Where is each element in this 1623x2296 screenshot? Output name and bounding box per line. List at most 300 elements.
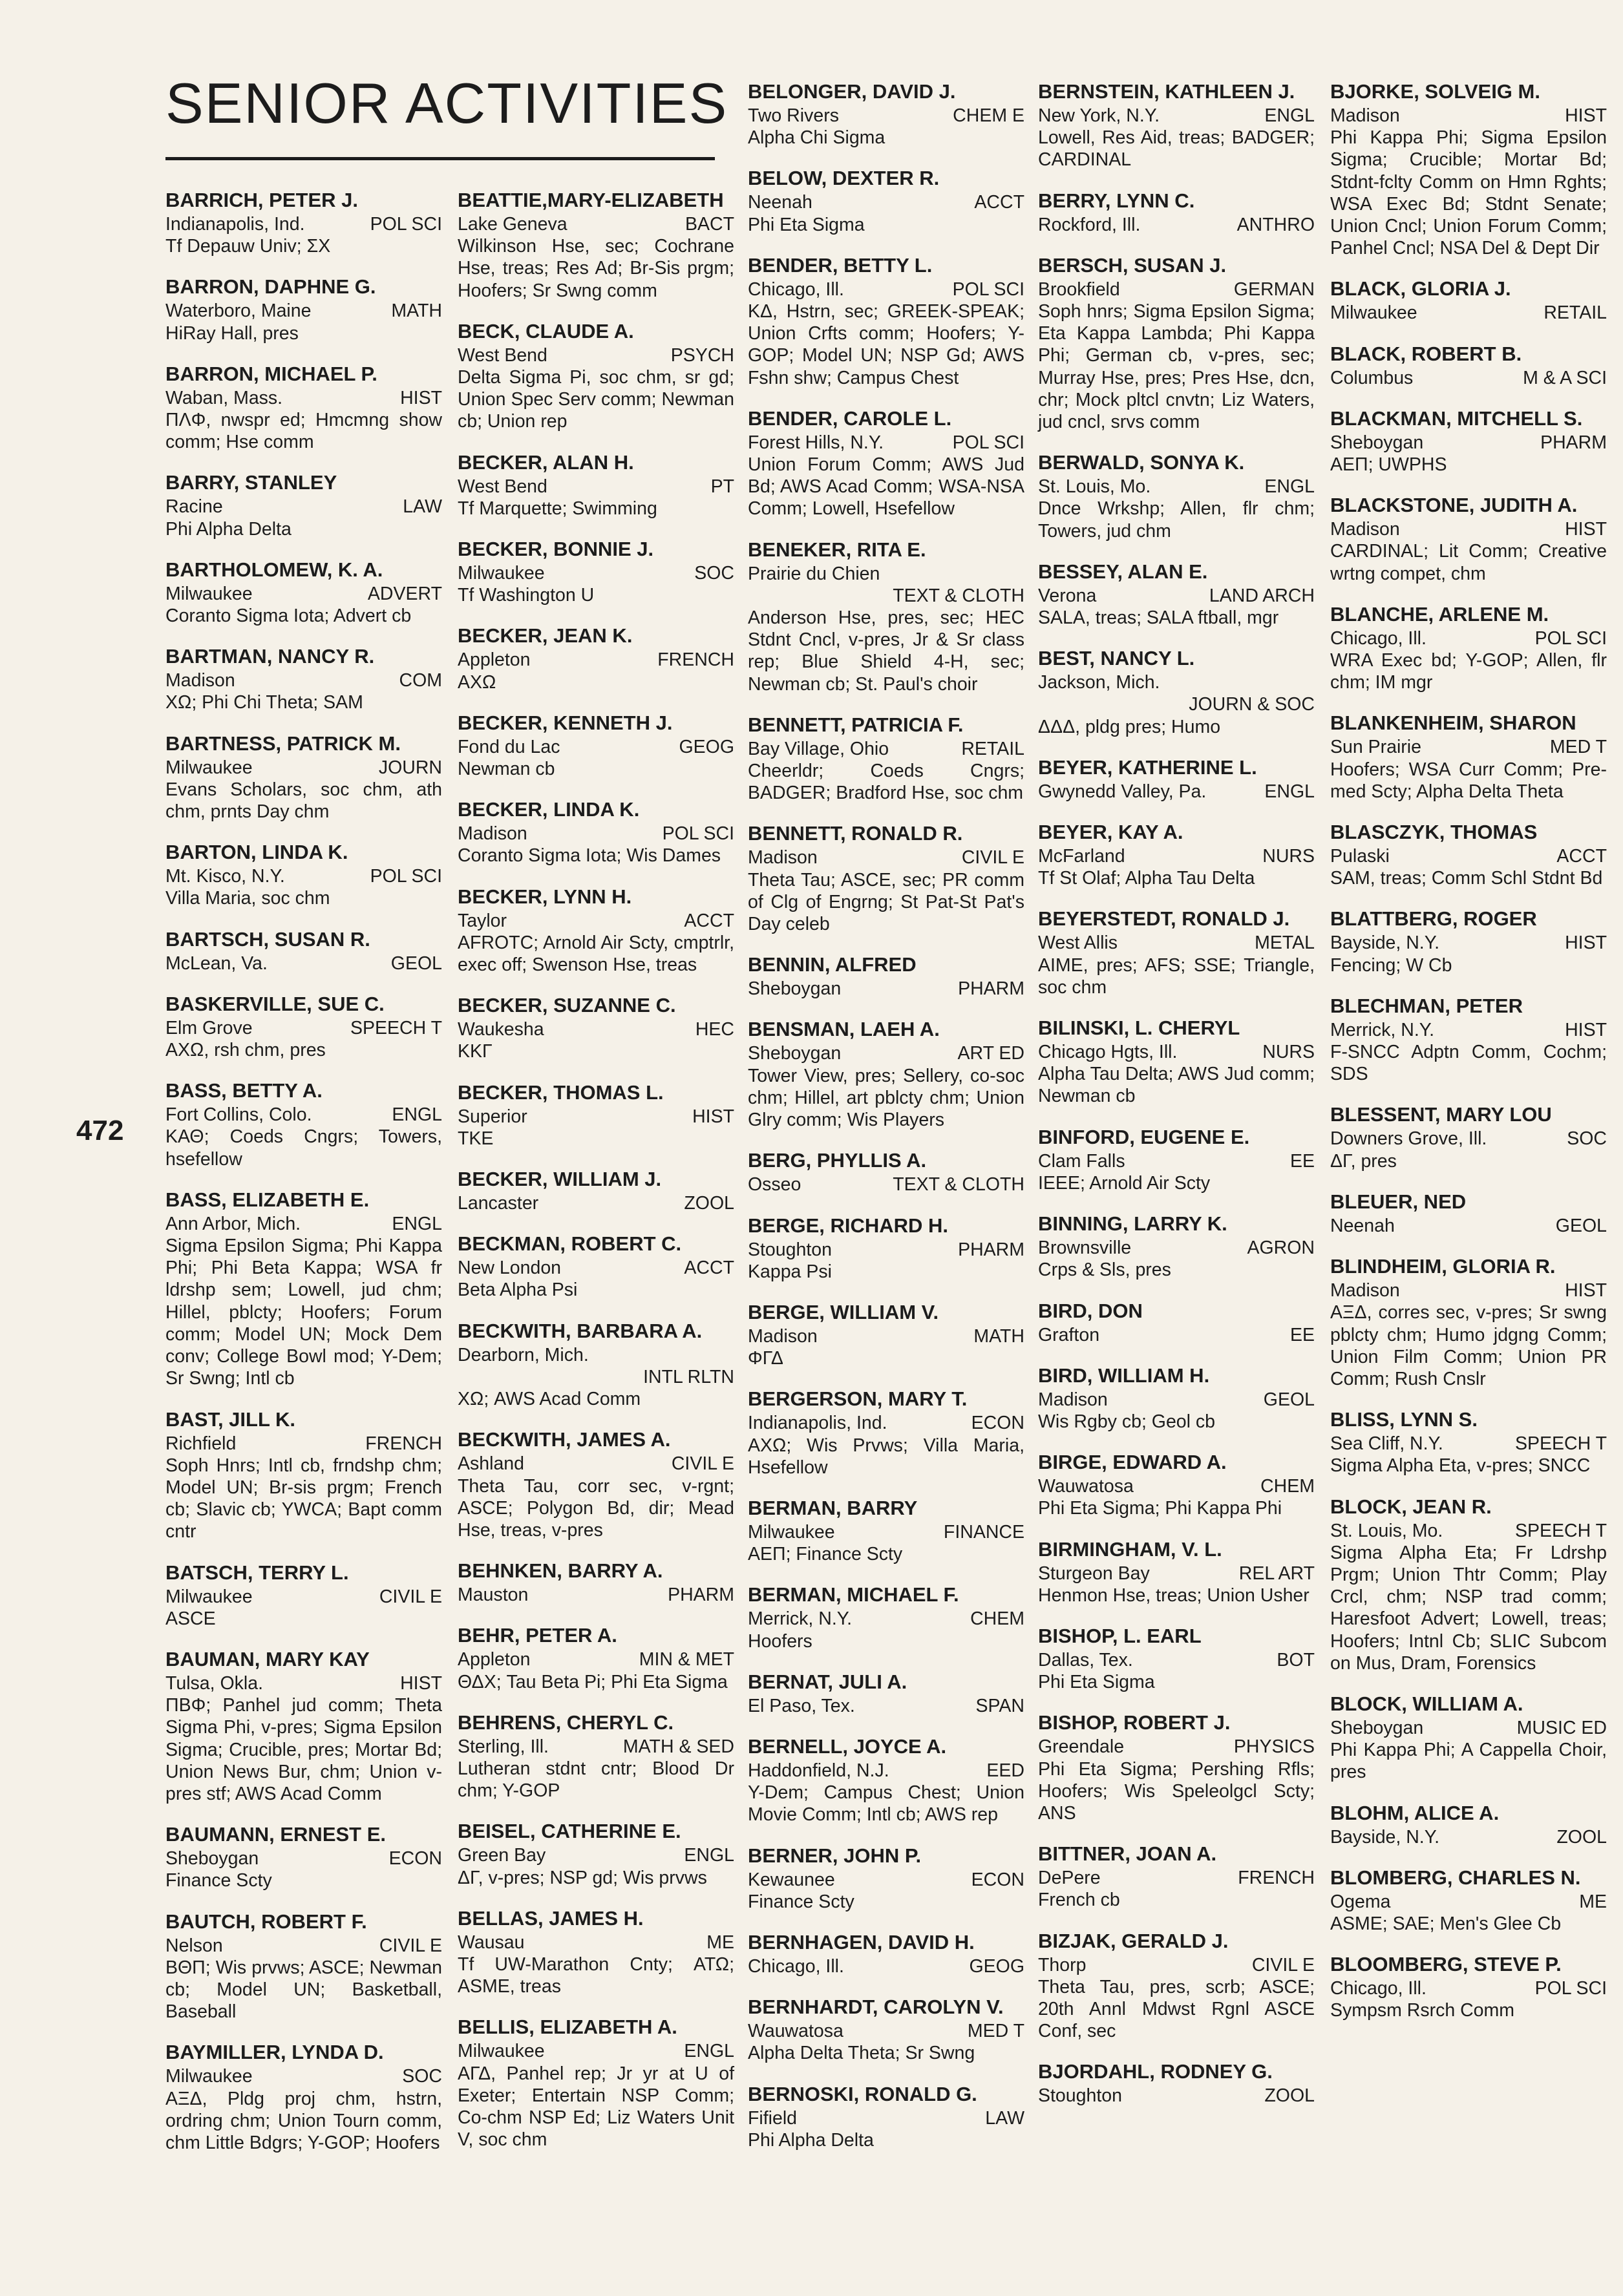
activities: ΑΧΩ; Wis Prvws; Villa Maria, Hsefellow bbox=[748, 1435, 1024, 1478]
student-entry bbox=[165, 1407, 442, 1543]
column-1 bbox=[165, 187, 442, 2171]
student-name: BASKERVILLE, SUE C. bbox=[165, 992, 385, 1015]
activities: Hoofers; WSA Curr Comm; Pre-med Scty; Alpha Delta Theta bbox=[1330, 759, 1607, 802]
hometown: Lake Geneva bbox=[458, 214, 568, 235]
hometown-line bbox=[458, 476, 734, 498]
student-name: BECKER, JEAN K. bbox=[458, 624, 633, 648]
student-name: BECKER, LINDA K. bbox=[458, 798, 640, 821]
hometown: Waterboro, Maine bbox=[165, 300, 312, 322]
hometown: Greendale bbox=[1038, 1736, 1125, 1758]
major: PHARM bbox=[958, 978, 1024, 1000]
student-name: BLOMBERG, CHARLES N. bbox=[1330, 1866, 1581, 1889]
student-name: BERGE, RICHARD H. bbox=[748, 1214, 949, 1237]
hometown: McLean, Va. bbox=[165, 953, 268, 974]
hometown-line bbox=[458, 910, 734, 932]
hometown-line bbox=[458, 736, 734, 758]
student-name: BERNER, JOHN P. bbox=[748, 1844, 922, 1867]
student-entry bbox=[458, 536, 734, 606]
activities: ΑΞΔ, corres sec, v-pres; Sr swng pblcty chm; Humo jdgng Comm; Union Film Comm; Union PR Comm; Rush Cnslr bbox=[1330, 1302, 1607, 1389]
student-name: BAYMILLER, LYNDA D. bbox=[165, 2041, 384, 2064]
hometown: Jackson, Mich. bbox=[1038, 672, 1160, 693]
hometown: West Bend bbox=[458, 344, 547, 366]
major: ECON bbox=[388, 1848, 442, 1869]
hometown: Rockford, Ill. bbox=[1038, 214, 1141, 235]
student-entry bbox=[165, 644, 442, 713]
student-name: BAST, JILL K. bbox=[165, 1407, 295, 1431]
hometown: Fond du Lac bbox=[458, 736, 560, 757]
student-name: BINFORD, EUGENE E. bbox=[1038, 1125, 1250, 1148]
hometown: Milwaukee bbox=[165, 2066, 253, 2087]
major: CIVIL E bbox=[379, 1586, 442, 1607]
activities: Villa Maria, soc chm bbox=[165, 888, 330, 909]
activities: Hoofers bbox=[748, 1630, 812, 1652]
student-entry bbox=[748, 2081, 1024, 2151]
student-name: BJORDAHL, RODNEY G. bbox=[1038, 2060, 1273, 2083]
major: CHEM E bbox=[953, 105, 1024, 126]
activities: Crps & Sls, pres bbox=[1038, 1259, 1171, 1281]
hometown: Chicago, Ill. bbox=[748, 1955, 844, 1977]
student-name: BLOCK, JEAN R. bbox=[1330, 1495, 1492, 1518]
hometown: New London bbox=[458, 1258, 562, 1279]
student-name: BERNELL, JOYCE A. bbox=[748, 1734, 947, 1758]
student-entry bbox=[748, 1994, 1024, 2064]
activities: Phi Alpha Delta bbox=[165, 518, 292, 540]
hometown: Lancaster bbox=[458, 1193, 539, 1214]
student-name: BENDER, CAROLE L. bbox=[748, 406, 952, 430]
hometown-line bbox=[165, 669, 442, 691]
student-entry bbox=[458, 797, 734, 867]
activities: ΚΚΓ bbox=[458, 1041, 493, 1062]
hometown-line bbox=[1038, 1954, 1315, 1976]
student-name: BIRMINGHAM, V. L. bbox=[1038, 1537, 1222, 1561]
hometown: Neenah bbox=[1330, 1215, 1395, 1236]
major: GEOL bbox=[1263, 1389, 1315, 1410]
hometown-line bbox=[458, 1106, 734, 1128]
hometown-line bbox=[1038, 781, 1315, 803]
hometown: St. Louis, Mo. bbox=[1038, 476, 1151, 498]
hometown-line bbox=[165, 2065, 442, 2087]
activities: Phi Eta Sigma; Pershing Rfls; Hoofers; Wis Speleolgcl Scty; ANS bbox=[1038, 1758, 1315, 1824]
hometown-line bbox=[165, 1848, 442, 1869]
student-entry bbox=[748, 1300, 1024, 1369]
hometown-line bbox=[748, 1325, 1024, 1347]
hometown: Columbus bbox=[1330, 367, 1414, 388]
student-name: BECKWITH, JAMES A. bbox=[458, 1428, 671, 1451]
hometown-line bbox=[1038, 1867, 1315, 1889]
major: NURS bbox=[1262, 846, 1315, 867]
student-entry bbox=[458, 993, 734, 1062]
hometown-line bbox=[748, 1412, 1024, 1434]
hometown-line bbox=[1038, 1389, 1315, 1411]
hometown-line bbox=[748, 432, 1024, 454]
student-name: BIRD, WILLIAM H. bbox=[1038, 1364, 1210, 1387]
activities: Soph Hnrs; Intl cb, frndshp chm; Model UN; Br-sis prgm; French cb; Slavic cb; YWCA; Bapt comm cntr bbox=[165, 1455, 442, 1543]
student-entry bbox=[458, 450, 734, 520]
major: ENGL bbox=[1264, 105, 1315, 126]
major: MATH bbox=[391, 300, 442, 322]
student-entry bbox=[748, 1148, 1024, 1195]
major: CIVIL E bbox=[379, 1935, 442, 1956]
major: METAL bbox=[1255, 932, 1315, 954]
student-entry bbox=[748, 1669, 1024, 1717]
hometown-line bbox=[1330, 302, 1607, 324]
activities: Lowell, Res Aid, treas; BADGER; CARDINAL bbox=[1038, 127, 1315, 171]
hometown-line bbox=[1038, 1150, 1315, 1172]
hometown-line bbox=[1330, 1717, 1607, 1739]
student-name: BISHOP, ROBERT J. bbox=[1038, 1711, 1231, 1734]
student-name: BERWALD, SONYA K. bbox=[1038, 451, 1245, 474]
student-name: BISHOP, L. EARL bbox=[1038, 1624, 1202, 1647]
hometown-line bbox=[748, 1042, 1024, 1064]
activities: Coranto Sigma Iota; Advert cb bbox=[165, 606, 412, 627]
hometown: Sun Prairie bbox=[1330, 737, 1421, 758]
hometown: Forest Hills, N.Y. bbox=[748, 432, 884, 453]
student-entry bbox=[748, 537, 1024, 695]
student-name: BITTNER, JOAN A. bbox=[1038, 1842, 1217, 1866]
student-entry bbox=[1330, 819, 1607, 889]
hometown-line bbox=[165, 1935, 442, 1957]
student-name: BELOW, DEXTER R. bbox=[748, 167, 940, 190]
student-entry bbox=[165, 1647, 442, 1805]
activities: ΑΧΩ, rsh chm, pres bbox=[165, 1040, 326, 1061]
major: BOT bbox=[1277, 1649, 1315, 1670]
hometown-line bbox=[748, 1695, 1024, 1717]
student-entry bbox=[458, 187, 734, 302]
major: HIST bbox=[400, 1672, 442, 1694]
activities: Tf UW-Marathon Cnty; ΑΤΩ; ASME, treas bbox=[458, 1954, 734, 1997]
student-name: BEISEL, CATHERINE E. bbox=[458, 1820, 681, 1843]
hometown: Madison bbox=[165, 670, 235, 691]
hometown: Superior bbox=[458, 1106, 527, 1127]
hometown-line bbox=[1038, 279, 1315, 300]
student-name: BATSCH, TERRY L. bbox=[165, 1561, 349, 1584]
activities: Soph hnrs; Sigma Epsilon Sigma; Eta Kappa Lambda; Phi Kappa Phi; German cb, v-pres, sec; Murray Hse, pres; Pres Hse, dcn, chr; Mock pltcl cnvtn; Liz Waters, jud cncl, srvs comm bbox=[1038, 301, 1315, 433]
hometown: West Bend bbox=[458, 476, 547, 497]
hometown-line bbox=[458, 1344, 734, 1366]
hometown-line bbox=[748, 279, 1024, 300]
student-entry bbox=[458, 1080, 734, 1150]
student-name: BECKER, SUZANNE C. bbox=[458, 994, 676, 1017]
student-entry bbox=[748, 79, 1024, 149]
activities: WRA Exec bd; Y-GOP; Allen, flr chm; IM mgr bbox=[1330, 650, 1607, 693]
hometown-line bbox=[1038, 2085, 1315, 2107]
student-entry bbox=[1330, 993, 1607, 1086]
student-entry bbox=[165, 1560, 442, 1630]
student-entry bbox=[458, 1166, 734, 1214]
hometown-line bbox=[165, 387, 442, 409]
hometown-line bbox=[165, 1586, 442, 1608]
hometown-line bbox=[1330, 1977, 1607, 1999]
student-name: BLOCK, WILLIAM A. bbox=[1330, 1692, 1523, 1715]
hometown: Stoughton bbox=[1038, 2085, 1122, 2107]
major: CHEM bbox=[1260, 1476, 1315, 1497]
hometown: Milwaukee bbox=[1330, 302, 1417, 324]
hometown-line bbox=[1038, 1649, 1315, 1671]
student-entry bbox=[1330, 1865, 1607, 1935]
hometown-line bbox=[1038, 105, 1315, 127]
activities: Tf Marquette; Swimming bbox=[458, 498, 657, 519]
hometown: Tulsa, Okla. bbox=[165, 1672, 263, 1694]
major: TEXT & CLOTH bbox=[893, 585, 1024, 606]
column-4 bbox=[1038, 79, 1315, 2124]
hometown: Sheboygan bbox=[1330, 432, 1424, 453]
hometown: Mauston bbox=[458, 1585, 529, 1606]
major: ENGL bbox=[392, 1213, 442, 1234]
hometown: Milwaukee bbox=[748, 1521, 835, 1543]
activities: Y-Dem; Campus Chest; Union Movie Comm; Intl cb; AWS rep bbox=[748, 1782, 1024, 1826]
student-name: BECKER, ALAN H. bbox=[458, 450, 634, 474]
major: ZOOL bbox=[1264, 2085, 1315, 2107]
hometown: West Allis bbox=[1038, 932, 1118, 954]
student-entry bbox=[458, 1427, 734, 1541]
major: SOC bbox=[694, 563, 734, 584]
student-name: BLESSENT, MARY LOU bbox=[1330, 1103, 1552, 1126]
activities: CARDINAL; Lit Comm; Creative wrtng compet, chm bbox=[1330, 541, 1607, 584]
hometown: Bay Village, Ohio bbox=[748, 738, 889, 759]
major: AGRON bbox=[1247, 1238, 1315, 1259]
column-2 bbox=[458, 187, 734, 2167]
hometown-line bbox=[458, 1648, 734, 1670]
hometown: DePere bbox=[1038, 1868, 1101, 1889]
hometown-line bbox=[748, 1521, 1024, 1543]
hometown: Bayside, N.Y. bbox=[1330, 1826, 1439, 1848]
major: ZOOL bbox=[1556, 1826, 1607, 1848]
major: JOURN & SOC bbox=[1189, 694, 1315, 715]
activities: ΚΔ, Hstrn, sec; GREEK-SPEAK; Union Crfts comm; Hoofers; Y-GOP; Model UN; NSP Gd; AWS Fshn shw; Campus Chest bbox=[748, 301, 1024, 388]
hometown: Sheboygan bbox=[1330, 1717, 1424, 1738]
activities: Tf St Olaf; Alpha Tau Delta bbox=[1038, 868, 1255, 889]
hometown: Indianapolis, Ind. bbox=[165, 214, 305, 235]
student-entry bbox=[1038, 1363, 1315, 1433]
student-entry bbox=[165, 1187, 442, 1390]
hometown: Mt. Kisco, N.Y. bbox=[165, 866, 285, 887]
major: EE bbox=[1289, 1150, 1315, 1172]
student-entry bbox=[1330, 1254, 1607, 1390]
hometown-line bbox=[458, 1844, 734, 1866]
page-number: 472 bbox=[76, 1115, 124, 1146]
activities: Delta Sigma Pi, soc chm, sr gd; Union Spec Serv comm; Newman cb; Union rep bbox=[458, 367, 734, 432]
student-entry bbox=[748, 1213, 1024, 1283]
activities: Phi Kappa Phi; Sigma Epsilon Sigma; Crucible; Mortar Bd; Stdnt-fclty Comm on Hmn Rghts; WSA Exec Bd; Stdnt Senate; Union Cncl; Union Forum Comm; Panhel Cncl; NSA Del & Dept Dir bbox=[1330, 127, 1607, 259]
activities: Fencing; W Cb bbox=[1330, 954, 1452, 976]
student-name: BLOOMBERG, STEVE P. bbox=[1330, 1953, 1562, 1976]
major: POL SCI bbox=[1534, 1978, 1607, 1999]
student-entry bbox=[1330, 1494, 1607, 1674]
activities: Lutheran stdnt cntr; Blood Dr chm; Y-GOP bbox=[458, 1758, 734, 1802]
major: NURS bbox=[1262, 1042, 1315, 1063]
student-name: BENDER, BETTY L. bbox=[748, 253, 933, 277]
major: HIST bbox=[1565, 105, 1607, 126]
hometown: Chicago, Ill. bbox=[1330, 1978, 1427, 1999]
hometown-line bbox=[165, 583, 442, 605]
hometown-line bbox=[1038, 932, 1315, 954]
activities: Sigma Alpha Eta; Fr Ldrshp Prgm; Union Thtr Comm; Play Crcl, chm; NSP trad comm; Haresfoot Advert; Lowell, treas; Hoofers; Intnl Cb; SLIC Subcom on Mus, Dram, Forensics bbox=[1330, 1542, 1607, 1674]
major: ECON bbox=[971, 1413, 1024, 1434]
student-name: BENNIN, ALFRED bbox=[748, 953, 917, 976]
student-entry bbox=[1038, 646, 1315, 738]
major: MATH & SED bbox=[622, 1736, 734, 1757]
student-name: BERNOSKI, RONALD G. bbox=[748, 2082, 977, 2105]
hometown: Indianapolis, Ind. bbox=[748, 1413, 887, 1434]
student-entry bbox=[748, 406, 1024, 520]
page-title: SENIOR ACTIVITIES bbox=[165, 71, 728, 135]
student-entry bbox=[458, 1318, 734, 1411]
student-entry bbox=[748, 165, 1024, 235]
activities: Newman cb bbox=[458, 759, 555, 780]
student-name: BASS, BETTY A. bbox=[165, 1079, 323, 1102]
activities: Sigma Epsilon Sigma; Phi Kappa Phi; Phi Beta Kappa; WSA fr ldrshp sem; Lowell, jud chm; Hillel, pblcty; Hoofers; Forum comm; Model UN; Mock Dem conv; College Bowl mod; Y-Dem; Sr Swng; Intl cb bbox=[165, 1236, 442, 1389]
major: POL SCI bbox=[370, 214, 442, 235]
student-name: BARRON, MICHAEL P. bbox=[165, 362, 377, 385]
hometown: Sheboygan bbox=[165, 1848, 259, 1869]
hometown-line bbox=[1330, 1826, 1607, 1848]
major: ENGL bbox=[1264, 476, 1315, 498]
hometown-line bbox=[458, 213, 734, 235]
student-name: BEST, NANCY L. bbox=[1038, 647, 1195, 670]
hometown-line bbox=[748, 1174, 1024, 1195]
major: SOC bbox=[402, 2066, 442, 2087]
hometown: Two Rivers bbox=[748, 105, 839, 126]
major: LAW bbox=[985, 2107, 1024, 2129]
hometown: Madison bbox=[1330, 105, 1400, 126]
student-entry bbox=[1038, 906, 1315, 998]
hometown: Madison bbox=[458, 823, 527, 845]
activities: F-SNCC Adptn Comm, Cochm; SDS bbox=[1330, 1042, 1607, 1085]
student-name: BLANCHE, ARLENE M. bbox=[1330, 602, 1549, 626]
student-entry bbox=[458, 1231, 734, 1301]
major: HEC bbox=[695, 1019, 734, 1040]
student-entry bbox=[1038, 79, 1315, 171]
student-name: BARTMAN, NANCY R. bbox=[165, 645, 375, 668]
student-entry bbox=[1330, 1102, 1607, 1172]
hometown: McFarland bbox=[1038, 846, 1125, 867]
hometown-line bbox=[1038, 476, 1315, 498]
hometown-line bbox=[748, 2020, 1024, 2042]
hometown-line bbox=[458, 823, 734, 845]
major: ENGL bbox=[392, 1104, 442, 1126]
student-entry bbox=[748, 1016, 1024, 1131]
student-entry bbox=[1038, 755, 1315, 803]
major: FRENCH bbox=[365, 1433, 442, 1454]
major: ADVERT bbox=[367, 583, 442, 604]
major: BACT bbox=[684, 214, 734, 235]
major: ANTHRO bbox=[1236, 214, 1315, 235]
hometown-line bbox=[1038, 1041, 1315, 1063]
student-name: BEYER, KAY A. bbox=[1038, 821, 1183, 844]
student-name: BEYER, KATHERINE L. bbox=[1038, 755, 1257, 779]
student-name: BLACK, GLORIA J. bbox=[1330, 277, 1511, 300]
student-entry bbox=[458, 2014, 734, 2151]
hometown: Wauwatosa bbox=[1038, 1476, 1134, 1497]
major: SPEECH T bbox=[1514, 1520, 1607, 1541]
activities: ΧΩ; Phi Chi Theta; SAM bbox=[165, 692, 363, 713]
student-entry bbox=[1330, 276, 1607, 324]
activities: Finance Scty bbox=[165, 1870, 272, 1891]
student-entry bbox=[748, 821, 1024, 935]
activities: Coranto Sigma Iota; Wis Dames bbox=[458, 845, 721, 867]
major: COM bbox=[399, 670, 442, 691]
student-name: BARTON, LINDA K. bbox=[165, 841, 348, 864]
student-entry bbox=[165, 2039, 442, 2154]
student-name: BLACKMAN, MITCHELL S. bbox=[1330, 406, 1583, 430]
hometown: Elm Grove bbox=[165, 1017, 253, 1038]
hometown: Milwaukee bbox=[165, 1586, 253, 1607]
major: SPEECH T bbox=[350, 1017, 442, 1038]
student-name: BEHNKEN, BARRY A. bbox=[458, 1559, 663, 1583]
hometown: Sea Cliff, N.Y. bbox=[1330, 1433, 1443, 1455]
major: INTL RLTN bbox=[643, 1366, 734, 1387]
student-entry bbox=[1038, 1211, 1315, 1281]
hometown-line bbox=[748, 1955, 1024, 1977]
hometown-line bbox=[748, 1869, 1024, 1891]
major: FRENCH bbox=[657, 649, 734, 671]
student-entry bbox=[165, 470, 442, 540]
major: EE bbox=[1289, 1324, 1315, 1345]
activities: ΘΔΧ; Tau Beta Pi; Phi Eta Sigma bbox=[458, 1671, 728, 1692]
student-entry bbox=[748, 1930, 1024, 1977]
major: PHARM bbox=[1540, 432, 1607, 453]
hometown-line bbox=[1038, 671, 1315, 693]
student-entry bbox=[165, 1909, 442, 2023]
hometown-line bbox=[458, 649, 734, 671]
hometown: Haddonfield, N.J. bbox=[748, 1760, 889, 1781]
student-name: BLANKENHEIM, SHARON bbox=[1330, 711, 1576, 735]
student-entry bbox=[165, 361, 442, 454]
hometown-line bbox=[458, 1257, 734, 1279]
major: CIVIL E bbox=[671, 1453, 734, 1475]
student-entry bbox=[1330, 79, 1607, 259]
hometown-line bbox=[1330, 1215, 1607, 1237]
student-name: BARTSCH, SUSAN R. bbox=[165, 927, 370, 951]
major: ACCT bbox=[684, 1258, 734, 1279]
student-name: BASS, ELIZABETH E. bbox=[165, 1188, 370, 1211]
major: RETAIL bbox=[1543, 302, 1607, 324]
hometown-line bbox=[1330, 518, 1607, 540]
student-name: BENNETT, RONALD R. bbox=[748, 822, 963, 845]
activities: ASME; SAE; Men's Glee Cb bbox=[1330, 1913, 1562, 1934]
hometown-line bbox=[1330, 105, 1607, 127]
student-name: BLATTBERG, ROGER bbox=[1330, 907, 1537, 931]
hometown-line bbox=[165, 1213, 442, 1235]
activities: IEEE; Arnold Air Scty bbox=[1038, 1172, 1211, 1194]
student-entry bbox=[1038, 1841, 1315, 1911]
student-entry bbox=[1330, 341, 1607, 389]
activities: ΔΔΔ, pldg pres; Humo bbox=[1038, 716, 1221, 737]
student-entry bbox=[1330, 1189, 1607, 1237]
student-entry bbox=[165, 1078, 442, 1170]
major: FINANCE bbox=[943, 1521, 1024, 1543]
hometown-line bbox=[1330, 1891, 1607, 1913]
student-entry bbox=[165, 839, 442, 909]
hometown: Dallas, Tex. bbox=[1038, 1649, 1133, 1670]
hometown: St. Louis, Mo. bbox=[1330, 1520, 1443, 1541]
hometown: Bayside, N.Y. bbox=[1330, 932, 1439, 954]
student-entry bbox=[748, 253, 1024, 389]
student-name: BAUMAN, MARY KAY bbox=[165, 1647, 370, 1670]
activities: ΠΒΦ; Panhel jud comm; Theta Sigma Phi, v-pres; Sigma Epsilon Sigma; Crucible, pres; Mortar Bd; Union News Bur, chm; Union v-pres stf; AWS Acad Comm bbox=[165, 1695, 442, 1804]
hometown: Milwaukee bbox=[458, 2041, 545, 2062]
activities: AFROTC; Arnold Air Scty, cmptrlr, exec off; Swenson Hse, treas bbox=[458, 932, 734, 976]
major: HIST bbox=[1565, 932, 1607, 954]
student-entry bbox=[165, 731, 442, 823]
hometown-line bbox=[458, 562, 734, 584]
activities: Alpha Delta Theta; Sr Swng bbox=[748, 2043, 975, 2064]
major: CHEM bbox=[970, 1608, 1024, 1630]
student-name: BECK, CLAUDE A. bbox=[458, 319, 634, 342]
student-name: BERG, PHYLLIS A. bbox=[748, 1149, 927, 1172]
student-entry bbox=[748, 712, 1024, 805]
student-name: BLEUER, NED bbox=[1330, 1190, 1467, 1213]
